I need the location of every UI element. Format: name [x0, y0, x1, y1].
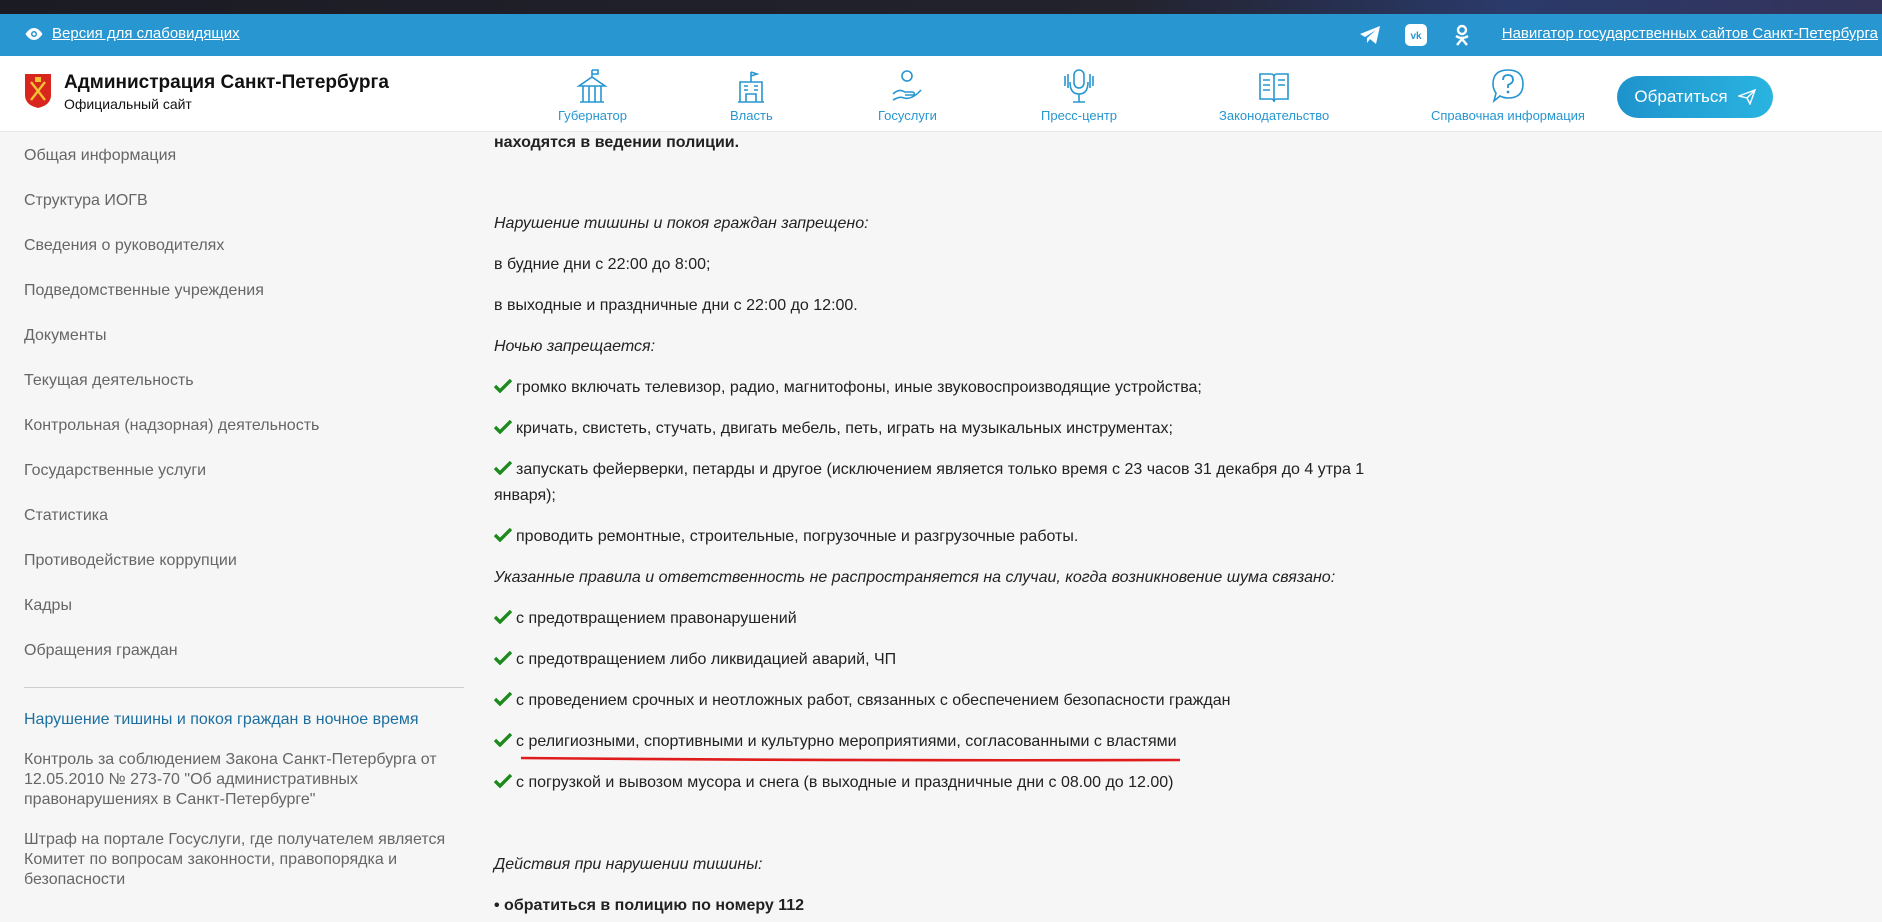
sidebar-item[interactable]: Текущая деятельность	[24, 371, 194, 389]
sidebar-item[interactable]: Государственные услуги	[24, 461, 207, 479]
sidebar-item[interactable]: Подведомственные учреждения	[24, 281, 264, 299]
svg-text:vk: vk	[1410, 31, 1422, 42]
sidebar-active-page[interactable]: Нарушение тишины и покоя граждан в ночное время	[24, 711, 419, 728]
sidebar-item[interactable]: Статистика	[24, 506, 109, 524]
checkmark-icon	[494, 461, 512, 475]
nav-label: Справочная информация	[1431, 108, 1585, 123]
sidebar-item[interactable]: Сведения о руководителях	[24, 236, 225, 254]
appeal-button[interactable]	[1617, 76, 1773, 118]
government-building-icon	[734, 68, 768, 104]
law-book-icon	[1257, 68, 1291, 104]
sidebar-sub-link[interactable]: Контроль за соблюдением Закона Санкт-Петербурга от 12.05.2010 № 273-70 "Об административных правонарушениях в Санкт-Петербурге"	[24, 751, 437, 808]
eye-icon	[24, 27, 44, 41]
social-links	[1355, 20, 1477, 50]
gov-sites-navigator-link[interactable]: Навигатор государственных сайтов Санкт-Петербурга	[1501, 25, 1878, 42]
quiet-heading: Нарушение тишины и покоя граждан запрещено:	[494, 215, 869, 232]
nav-label: Губернатор	[558, 108, 627, 123]
sidebar-item[interactable]: Структура ИОГВ	[24, 191, 148, 209]
list-item: с предотвращением правонарушений	[494, 606, 797, 632]
appeal-label: Обратиться	[1634, 87, 1728, 106]
site-subtitle: Официальный сайт	[64, 96, 192, 112]
action-item: • обратиться в полицию по номеру 112	[494, 897, 805, 914]
nav-label: Законодательство	[1219, 108, 1330, 123]
governor-icon	[575, 68, 609, 104]
paragraph-fragment: находятся в ведении полиции.	[494, 134, 740, 151]
send-icon	[1738, 89, 1756, 105]
browser-chrome-strip	[0, 0, 1882, 14]
night-heading: Ночью запрещается:	[494, 338, 656, 355]
sidebar-item[interactable]: Обращения граждан	[24, 641, 178, 659]
nav-legislation[interactable]	[1219, 68, 1329, 123]
sidebar-sub-link[interactable]: Штраф на портале Госуслуги, где получателем является Комитет по вопросам законности, правопорядка и безопасности	[24, 831, 446, 888]
services-icon	[890, 68, 924, 104]
checkmark-icon	[494, 379, 512, 393]
sidebar-item[interactable]: Документы	[24, 326, 107, 344]
nav-label: Пресс-центр	[1041, 108, 1118, 123]
site-header	[0, 56, 1882, 132]
sidebar-item[interactable]: Кадры	[24, 596, 72, 614]
checkmark-icon	[494, 420, 512, 434]
exceptions-heading: Указанные правила и ответственность не распространяется на случаи, когда возникновение шума связано:	[494, 569, 1336, 586]
vk-icon[interactable]	[1401, 20, 1431, 50]
checkmark-icon	[494, 610, 512, 624]
nav-label: Власть	[730, 108, 773, 123]
actions-heading: Действия при нарушении тишины:	[494, 856, 763, 873]
sidebar-divider	[24, 687, 464, 688]
list-item: громко включать телевизор, радио, магнитофоны, иные звуковоспроизводящие устройства;	[494, 375, 1202, 401]
list-item: с погрузкой и вывозом мусора и снега (в выходные и праздничные дни с 08.00 до 12.00)	[494, 770, 1174, 796]
sidebar	[24, 133, 464, 890]
list-item-continuation: января);	[494, 487, 556, 504]
telegram-icon[interactable]	[1355, 20, 1385, 50]
nav-label: Госуслуги	[878, 108, 937, 123]
list-item: проводить ремонтные, строительные, погрузочные и разгрузочные работы.	[494, 524, 1078, 550]
checkmark-icon	[494, 733, 512, 747]
nav-services[interactable]	[878, 68, 937, 123]
weekdays-text: в будние дни с 22:00 до 8:00;	[494, 256, 711, 273]
list-item: кричать, свистеть, стучать, двигать мебель, петь, играть на музыкальных инструментах;	[494, 416, 1173, 442]
help-icon	[1491, 68, 1525, 104]
accessibility-label: Версия для слабовидящих	[52, 25, 240, 42]
sidebar-item[interactable]: Противодействие коррупции	[24, 551, 237, 569]
nav-governor[interactable]	[558, 68, 627, 123]
nav-government[interactable]	[730, 68, 773, 123]
ok-icon[interactable]	[1447, 20, 1477, 50]
sidebar-item[interactable]: Общая информация	[24, 146, 177, 164]
microphone-icon	[1062, 68, 1096, 104]
checkmark-icon	[494, 692, 512, 706]
list-item: с проведением срочных и неотложных работ, связанных с обеспечением безопасности граждан	[494, 688, 1230, 714]
accessibility-link[interactable]	[24, 25, 240, 42]
nav-reference[interactable]	[1431, 68, 1585, 123]
checkmark-icon	[494, 774, 512, 788]
list-item: с религиозными, спортивными и культурно мероприятиями, согласованными с властями	[494, 729, 1177, 755]
list-item: с предотвращением либо ликвидацией аварий, ЧП	[494, 647, 896, 673]
site-name[interactable]: Администрация Санкт-Петербурга	[64, 72, 389, 93]
list-item: запускать фейерверки, петарды и другое (исключением является только время с 23 часов 31 декабря до 4 утра 1	[494, 457, 1364, 483]
top-bar	[0, 14, 1882, 56]
red-annotation-underline	[520, 755, 1182, 763]
nav-press-center[interactable]	[1041, 68, 1117, 123]
coat-of-arms-icon[interactable]	[24, 73, 52, 109]
sidebar-item[interactable]: Контрольная (надзорная) деятельность	[24, 416, 320, 434]
weekends-text: в выходные и праздничные дни с 22:00 до 12:00.	[494, 297, 858, 314]
checkmark-icon	[494, 528, 512, 542]
checkmark-icon	[494, 651, 512, 665]
